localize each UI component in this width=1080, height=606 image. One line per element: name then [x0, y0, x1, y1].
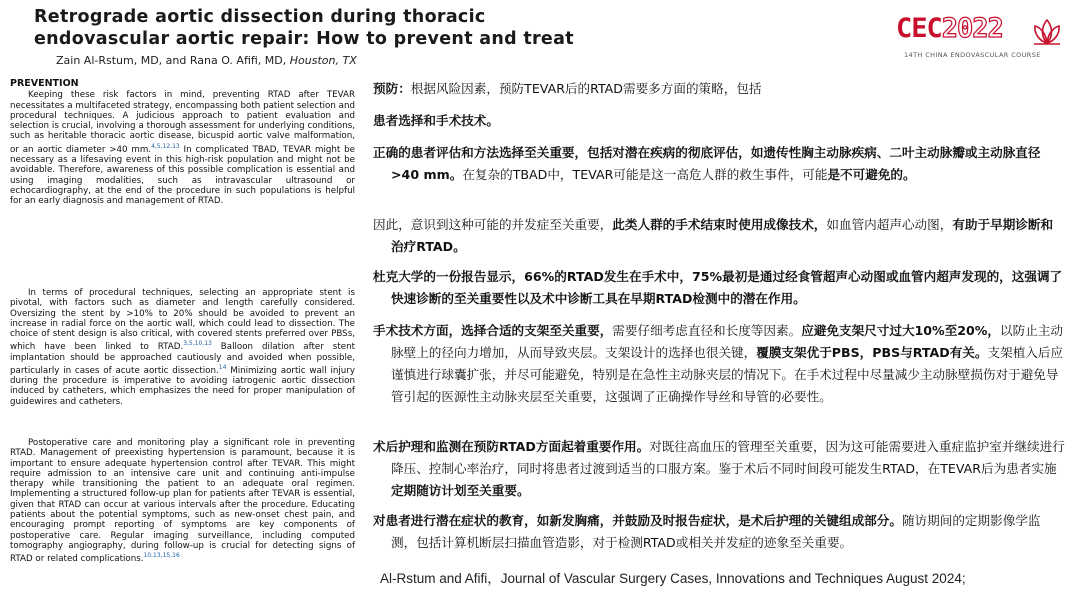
cn-paragraph-5 [373, 266, 1065, 310]
cn-l6-e: 覆膜支架优于PBS，PBS与RTAD有关。 [756, 345, 988, 360]
logo-main-text: CEC [896, 13, 942, 44]
cn-line-1 [373, 78, 1065, 100]
cn-paragraph-3 [373, 142, 1065, 186]
english-text-2 [10, 288, 355, 407]
en-p1: Keeping these risk factors in mind, preventing RTAD after TEVAR necessitates a multifaceted strategy, encompassing both patient selection and procedural techniques. A judicious approach to patient evaluation and selection is crucial, involving a thorough assessment for underlying conditions, such as heritable thoracic aortic disease, bicuspid aortic valve malformation, or an aortic diameter >40 mm. [10, 90, 355, 155]
cn-l6-c: 应避免支架尺寸过大10%至20%， [801, 323, 1001, 338]
cn-l6-d: 以防止主动脉壁上的径向力增加，从而导致夹层。支架设计的选择也很关键， [391, 323, 1063, 360]
cn-paragraph-8 [373, 510, 1065, 554]
cn-l4-d: 有助于早期诊断和治疗RTAD。 [391, 217, 1054, 254]
en-p1-ref: 4,5,12,13 [151, 142, 180, 150]
english-text-3 [10, 438, 355, 564]
english-paragraph-1 [10, 79, 355, 206]
en-p2c: Minimizing aortic wall injury during the procedure is imperative to avoiding iatrogenic aortic dissection induced by catheters, which emphasizes the need for proper manipulation of guidewires and catheters. [10, 365, 355, 407]
cn-paragraph-7 [373, 436, 1065, 502]
cn-l8-b: 随访期间的定期影像学监测，包括计算机断层扫描血管造影，对于检测RTAD或相关并发症的迹象至关重要。 [391, 513, 1041, 550]
cn-l7-c: 定期随访计划至关重要。 [391, 483, 530, 498]
cn-line-2 [373, 110, 1065, 132]
cn-l3-a: 正确的患者评估和方法选择至关重要，包括对潜在疾病的彻底评估，如遗传性胸主动脉疾病、二叶主动脉瓣或主动脉直径>40 mm。 [373, 145, 1041, 182]
cn-l6-f: 支架植入后应谨慎进行球囊扩张，并尽可能避免，特别是在急性主动脉夹层的情况下。在手术过程中尽量减少主动脉壁损伤对于避免导管引起的医源性主动脉夹层至关重要，这强调了正确操作导丝和导管的必要性。 [391, 345, 1064, 404]
authors [56, 54, 357, 67]
cn-paragraph-6 [373, 320, 1065, 408]
cec-logo [896, 14, 1066, 64]
cn-l8-a: 对患者进行潜在症状的教育，如新发胸痛，并鼓励及时报告症状，是术后护理的关键组成部分。 [373, 513, 902, 528]
cn-paragraph-4 [373, 214, 1065, 258]
cn-l2: 患者选择和手术技术。 [373, 113, 499, 128]
cn-l1-a: 预防： [373, 81, 411, 96]
paper-title [34, 6, 734, 50]
cn-l6-a: 手术技术方面，选择合适的支架至关重要， [373, 323, 613, 338]
cn-l5: 杜克大学的一份报告显示，66%的RTAD发生在手术中，75%最初是通过经食管超声心动图或血管内超声发现的，这强调了快速诊断的至关重要性以及术中诊断工具在早期RTAD检测中的潜在作用。 [373, 269, 1063, 306]
cn-l1-b: 根据风险因素，预防TEVAR后的RTAD需要多方面的策略，包括 [410, 81, 762, 96]
cn-l4-a: 因此，意识到这种可能的并发症至关重要， [373, 217, 613, 232]
title-line-2: endovascular aortic repair: How to prevent and treat [34, 29, 574, 49]
cn-l4-c: 如血管内超声心动图， [826, 217, 953, 232]
en-p2-ref2: 14 [218, 363, 227, 371]
english-paragraph-2 [10, 288, 355, 407]
english-text-1 [10, 90, 355, 206]
en-p1b: In complicated TBAD, TEVAR might be necessary as a lifesaving event in this high-risk population and might not be avoidable. Therefore, awareness of this possible complication is essential and using imaging modalities, such as intravascular ultrasound or echocardiography, at the end of the procedure in such populations is helpful for an early diagnosis and management of RTAD. [10, 144, 356, 207]
en-p3: Postoperative care and monitoring play a significant role in preventing RTAD. Management of preexisting hypertension is paramount, because it is important to ensure adequate hypertension control after TEVAR. This might require admission to an intensive care unit and continuing anti-impulse therapy while transitioning the patient to an adequate oral regimen. Implementing a structured follow-up plan for patients after TEVAR is essential, given that RTAD can occur at various intervals after the procedure. Educating patients about the potential symptoms, such as new-onset chest pain, and encouraging prompt reporting of symptoms are key components of postoperative care. Regular imaging surveillance, including computed tomography angiography, during follow-up is crucial for detecting signs of RTAD or related complications. [10, 438, 355, 565]
en-p3-ref: 10,13,15,16 [143, 552, 180, 560]
citation: Al-Rstum and Afifi，Journal of Vascular Surgery Cases, Innovations and Techniques August 2024; [380, 571, 966, 586]
en-p2b: Balloon dilation after stent implantation should be approached cautiously and avoided when possible, particularly in cases of acute aortic dissection. [10, 342, 355, 376]
cn-l3-c: 是不可避免的。 [827, 167, 916, 182]
cn-l7-a: 术后护理和监测在预防RTAD方面起着重要作用。 [373, 439, 650, 454]
logo-subtitle: 14TH CHINA ENDOVASCULAR COURSE [904, 51, 1041, 59]
logo-text [896, 14, 1003, 44]
section-heading: PREVENTION [10, 78, 79, 89]
cn-l4-b: 此类人群的手术结束时使用成像技术， [612, 217, 827, 232]
author-location: Houston, TX [289, 54, 357, 67]
english-paragraph-3 [10, 438, 355, 564]
cn-l6-b: 需要仔细考虑直径和长度等因素。 [612, 323, 802, 338]
title-line-1: Retrograde aortic dissection during thoracic [34, 7, 486, 27]
author-names: Zain Al-Rstum, MD, and Rana O. Afifi, MD, [56, 54, 287, 67]
cn-l7-b: 对既往高血压的管理至关重要，因为这可能需要进入重症监护室并继续进行降压、控制心率治疗，同时将患者过渡到适当的口服方案。鉴于术后不同时间段可能发生RTAD，在TEVAR后为患者实施 [391, 439, 1065, 476]
logo-year: 2022 [941, 13, 1003, 44]
lotus-icon [1030, 15, 1064, 49]
cn-l3-b: 在复杂的TBAD中，TEVAR可能是这一高危人群的救生事件，可能 [462, 167, 828, 182]
en-p2-ref1: 3,5,10,13 [183, 340, 212, 348]
en-p2: In terms of procedural techniques, selecting an appropriate stent is pivotal, with factors such as diameter and length carefully considered. Oversizing the stent by >10% to 20% should be avoided to prevent an increase in radial force on the aortic wall, which could lead to dissection. The choice of stent design is also critical, with covered stents preferred over PBSs, which have been linked to RTAD. [10, 288, 355, 353]
